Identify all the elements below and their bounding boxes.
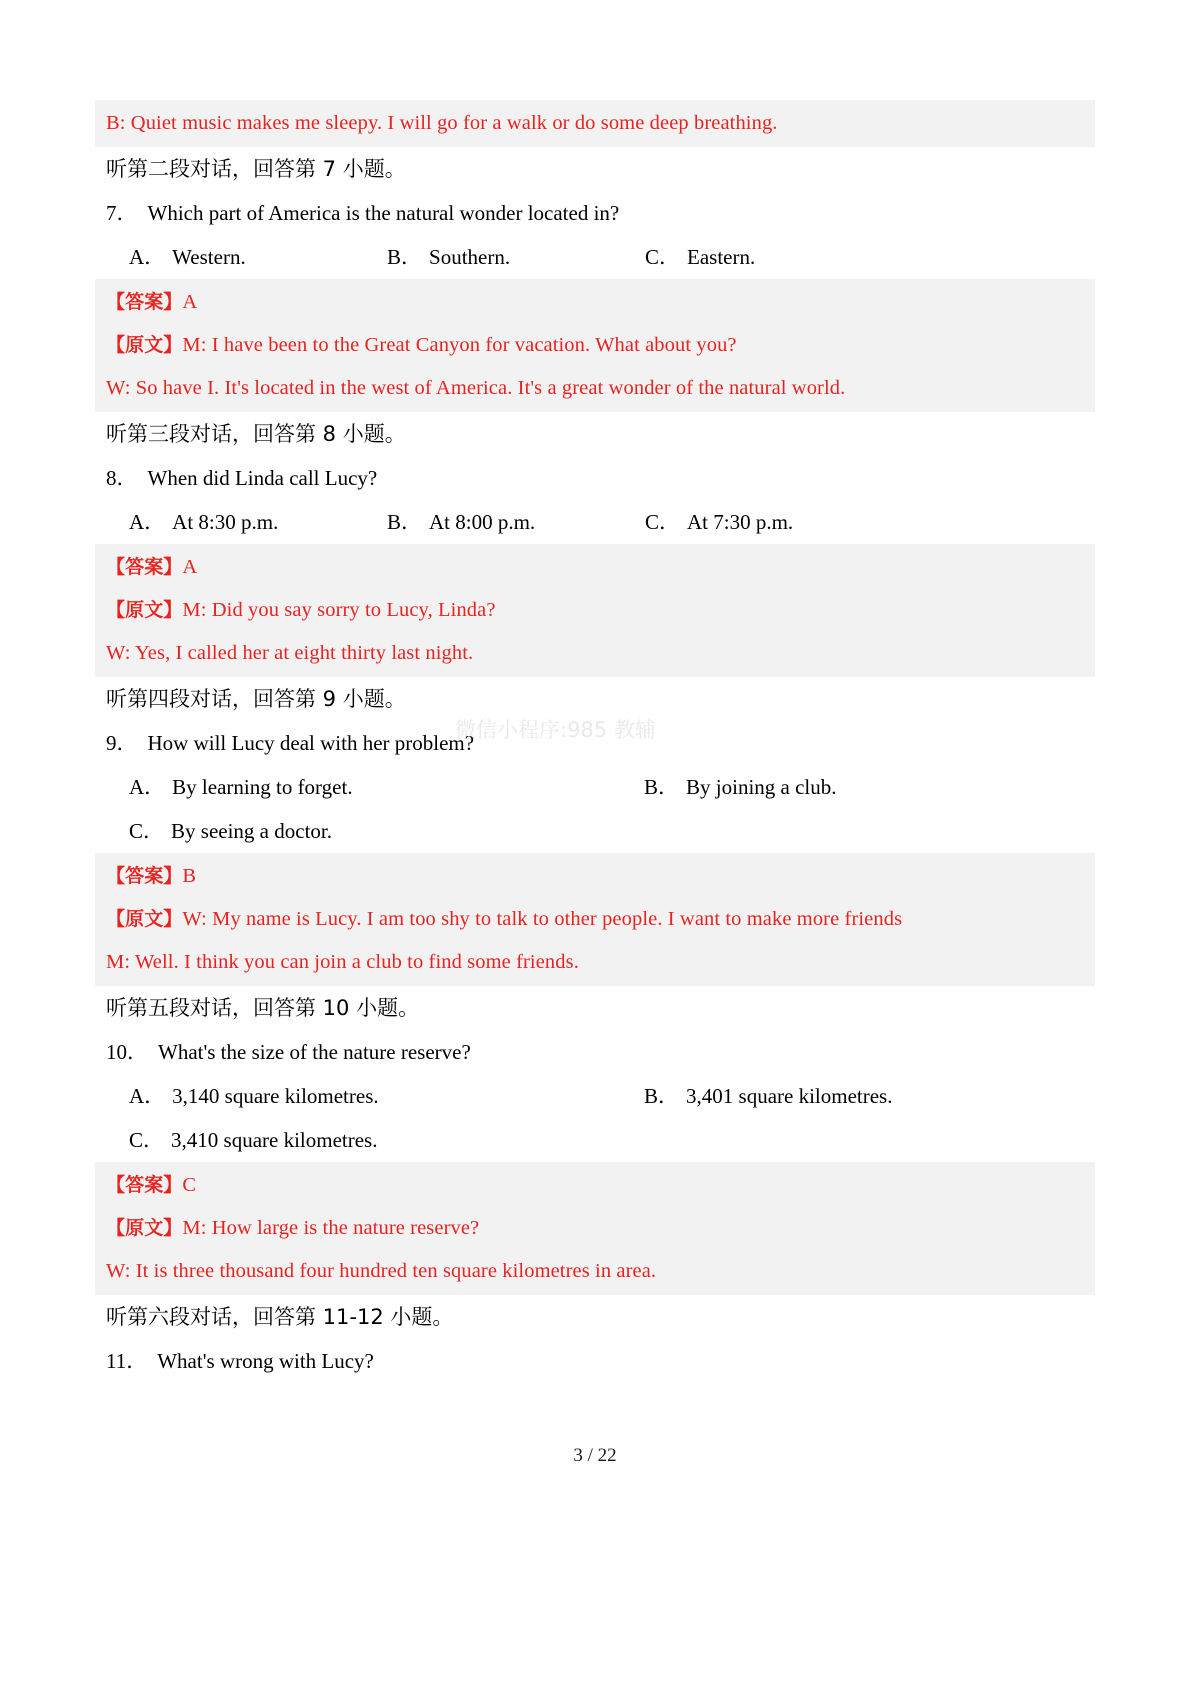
answer-value: B [182, 865, 197, 887]
transcript-tag: 【原文】 [106, 1217, 183, 1239]
option-label: A． [129, 510, 166, 534]
listening-instruction-8: 听第三段对话，回答第 8 小题。 [106, 422, 406, 446]
option-label: B． [644, 775, 680, 799]
answer-block-10 [95, 1162, 1095, 1295]
question-number: 10． [106, 1040, 148, 1064]
question-text: Which part of America is the natural wonder located in? [147, 201, 620, 225]
option-text: 3,410 square kilometres. [171, 1128, 378, 1152]
transcript-line-10-2: W: It is three thousand four hundred ten square kilometres in area. [106, 1260, 657, 1282]
answer-value: A [182, 291, 198, 313]
option-c[interactable] [129, 809, 644, 853]
option-label: B． [644, 1084, 680, 1108]
transcript-text: M: How large is the nature reserve? [182, 1217, 480, 1239]
option-b[interactable] [644, 1074, 1159, 1118]
option-text: At 7:30 p.m. [687, 510, 794, 534]
option-text: Eastern. [687, 245, 756, 269]
question-stem-11 [95, 1339, 1095, 1383]
option-label: A． [129, 245, 166, 269]
transcript-line-9-2: M: Well. I think you can join a club to find some friends. [106, 951, 579, 973]
option-row-10a [95, 1074, 1095, 1118]
transcript-line-9-1 [95, 898, 1095, 941]
answer-value: C [182, 1174, 197, 1196]
option-label: A． [129, 1084, 166, 1108]
transcript-text: W: My name is Lucy. I am too shy to talk to other people. I want to make more friends [182, 908, 903, 930]
option-a[interactable] [129, 765, 644, 809]
answer-tag: 【答案】 [106, 865, 183, 887]
option-text: By seeing a doctor. [171, 819, 332, 843]
option-text: By learning to forget. [172, 775, 353, 799]
option-label: B． [387, 510, 423, 534]
option-c[interactable] [129, 1118, 644, 1162]
option-row-8 [95, 500, 1095, 544]
transcript-line: B: Quiet music makes me sleepy. I will go for a walk or do some deep breathing. [106, 112, 778, 134]
answer-tag: 【答案】 [106, 1174, 183, 1196]
option-text: Southern. [429, 245, 511, 269]
page-content [95, 100, 1095, 1383]
option-row-7 [95, 235, 1095, 279]
answer-line-9 [95, 855, 1095, 898]
question-text: When did Linda call Lucy? [147, 466, 378, 490]
question-number: 9． [106, 731, 138, 755]
watermark: 微信小程序:985 教辅 [455, 718, 656, 742]
question-text: How will Lucy deal with her problem? [147, 731, 475, 755]
option-label: A． [129, 775, 166, 799]
option-row-9a [95, 765, 1095, 809]
answer-value: A [182, 556, 198, 578]
option-a[interactable] [129, 1074, 644, 1118]
answer-tag: 【答案】 [106, 556, 183, 578]
option-label: C． [129, 819, 165, 843]
question-stem-8 [95, 456, 1095, 500]
answer-line-10 [95, 1164, 1095, 1207]
transcript-block-carryover [95, 100, 1095, 147]
question-number: 8． [106, 466, 138, 490]
answer-line-8 [95, 546, 1095, 589]
option-label: B． [387, 245, 423, 269]
question-stem-10 [95, 1030, 1095, 1074]
transcript-text: M: I have been to the Great Canyon for vacation. What about you? [182, 334, 737, 356]
option-b[interactable] [387, 235, 645, 279]
option-text: 3,140 square kilometres. [172, 1084, 379, 1108]
transcript-line-8-2: W: Yes, I called her at eight thirty last night. [106, 642, 474, 664]
option-c[interactable] [645, 500, 903, 544]
transcript-tag: 【原文】 [106, 599, 183, 621]
option-text: 3,401 square kilometres. [686, 1084, 893, 1108]
listening-instruction-10: 听第五段对话，回答第 10 小题。 [106, 996, 420, 1020]
answer-tag: 【答案】 [106, 291, 183, 313]
option-text: At 8:30 p.m. [172, 510, 279, 534]
option-text: By joining a club. [686, 775, 837, 799]
option-b[interactable] [387, 500, 645, 544]
option-label: C． [129, 1128, 165, 1152]
question-text: What's the size of the nature reserve? [158, 1040, 471, 1064]
option-b[interactable] [644, 765, 1159, 809]
option-label: C． [645, 245, 681, 269]
answer-block-8 [95, 544, 1095, 677]
transcript-line-10-1 [95, 1207, 1095, 1250]
option-label: C． [645, 510, 681, 534]
question-number: 11． [106, 1349, 148, 1373]
option-a[interactable] [129, 235, 387, 279]
question-stem-7 [95, 191, 1095, 235]
option-row-10b [95, 1118, 1095, 1162]
transcript-text: M: Did you say sorry to Lucy, Linda? [182, 599, 496, 621]
option-a[interactable] [129, 500, 387, 544]
question-number: 7． [106, 201, 138, 225]
transcript-tag: 【原文】 [106, 908, 183, 930]
option-text: Western. [172, 245, 246, 269]
transcript-line-7-2: W: So have I. It's located in the west of America. It's a great wonder of the natural world. [106, 377, 846, 399]
answer-block-9 [95, 853, 1095, 986]
transcript-tag: 【原文】 [106, 334, 183, 356]
question-stem-9 [95, 721, 1095, 765]
option-text: At 8:00 p.m. [429, 510, 536, 534]
option-c[interactable] [645, 235, 903, 279]
listening-instruction-9: 听第四段对话，回答第 9 小题。 [106, 687, 406, 711]
transcript-line-7-1 [95, 324, 1095, 367]
page-footer: 3 / 22 [573, 1445, 617, 1466]
listening-instruction-11: 听第六段对话，回答第 11-12 小题。 [106, 1305, 454, 1329]
option-row-9b [95, 809, 1095, 853]
answer-block-7 [95, 279, 1095, 412]
listening-instruction-7: 听第二段对话，回答第 7 小题。 [106, 157, 406, 181]
answer-line-7 [95, 281, 1095, 324]
transcript-line-8-1 [95, 589, 1095, 632]
question-text: What's wrong with Lucy? [157, 1349, 374, 1373]
